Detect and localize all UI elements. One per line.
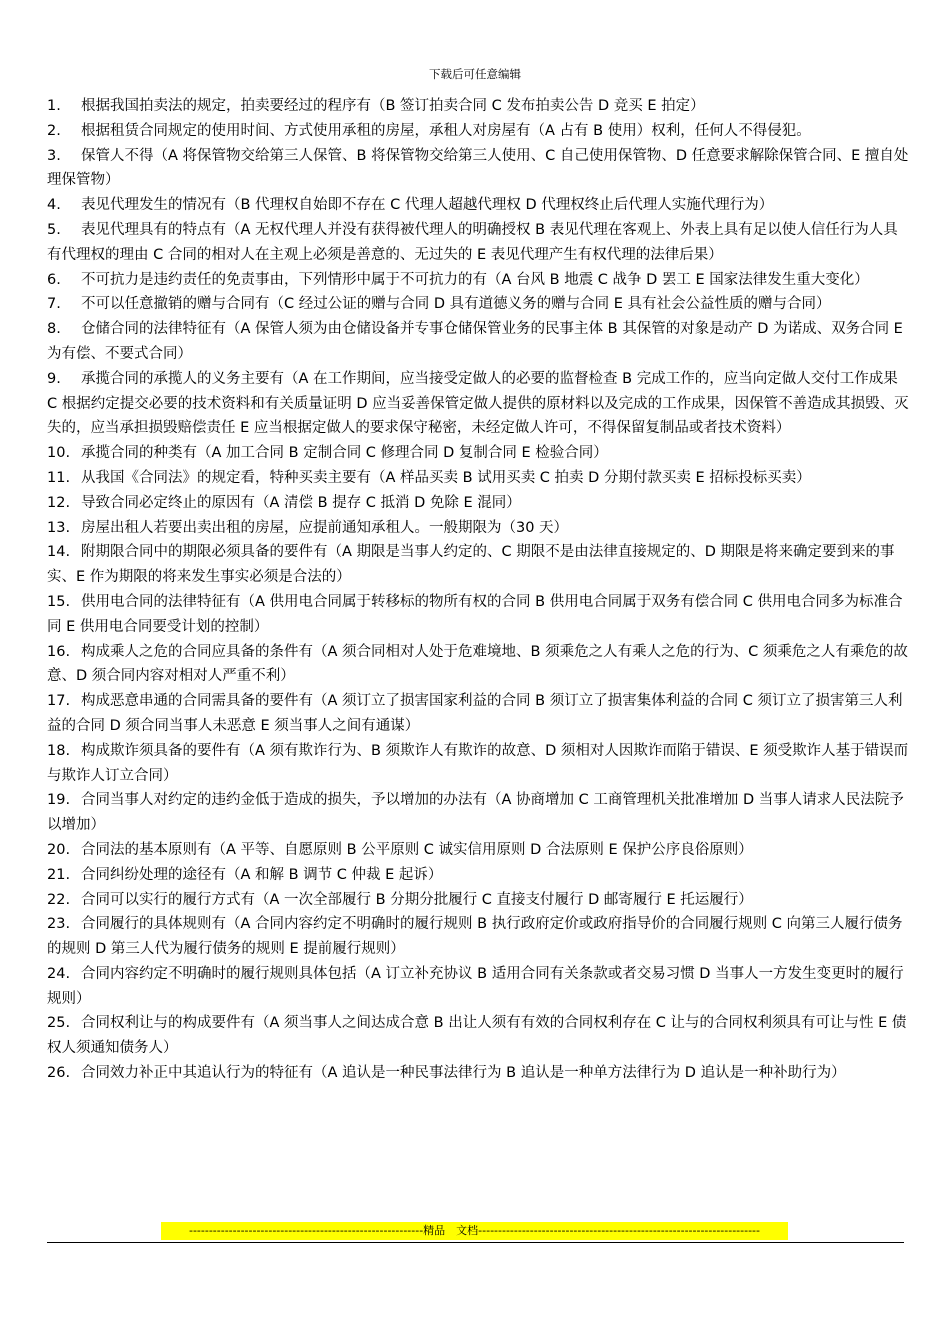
question-number: 22. xyxy=(47,891,71,908)
question-text: 合同内容约定不明确时的履行规则具体包括（A 订立补充协议 B 适用合同有关条款或者交易习惯 D 当事人一方发生变更时的履行规则） xyxy=(47,965,904,1007)
question-item xyxy=(47,689,909,739)
question-text: 根据我国拍卖法的规定，拍卖要经过的程序有（B 签订拍卖合同 C 发布拍卖公告 D 竞买 E 拍定） xyxy=(81,98,705,114)
question-text: 表见代理具有的特点有（A 无权代理人并没有获得被代理人的明确授权 B 表见代理在客观上、外表上具有足以使人信任行为人具有代理权的理由 C 合同的相对人在主观上必须是善意的、无过失的 E 表见代理产生有权代理的法律后果） xyxy=(47,221,898,263)
question-item xyxy=(47,292,909,317)
question-item xyxy=(47,94,909,119)
question-item xyxy=(47,962,909,1012)
question-number: 8. xyxy=(47,321,61,338)
question-item xyxy=(47,540,909,590)
question-number: 1. xyxy=(47,98,61,114)
question-number: 17. xyxy=(47,693,71,710)
question-number: 12. xyxy=(47,494,71,511)
question-item xyxy=(47,367,909,441)
question-number: 4. xyxy=(47,197,61,214)
question-number: 10. xyxy=(47,445,71,462)
question-text: 合同履行的具体规则有（A 合同内容约定不明确时的履行规则 B 执行政府定价或政府指导价的合同履行规则 C 向第三人履行债务的规则 D 第三人代为履行债务的规则 E 提前履行规则） xyxy=(47,916,903,958)
question-text: 构成乘人之危的合同应具备的条件有（A 须合同相对人处于危难境地、B 须乘危之人有乘人之危的行为、C 须乘危之人有乘危的故意、D 须合同内容对相对人严重不利） xyxy=(47,643,908,685)
question-number: 26. xyxy=(47,1065,71,1082)
question-item xyxy=(47,739,909,789)
question-item xyxy=(47,1061,909,1086)
question-text: 合同效力补正中其追认行为的特征有（A 追认是一种民事法律行为 B 追认是一种单方法律行为 D 追认是一种补助行为） xyxy=(81,1065,846,1082)
question-text: 房屋出租人若要出卖出租的房屋，应提前通知承租人。一般期限为（30 天） xyxy=(81,519,569,536)
question-number: 7. xyxy=(47,296,61,313)
question-number: 18. xyxy=(47,742,71,759)
question-number: 14. xyxy=(47,544,71,561)
footer-divider xyxy=(47,1242,904,1243)
question-text: 保管人不得（A 将保管物交给第三人保管、B 将保管物交给第三人使用、C 自己使用保管物、D 任意要求解除保管合同、E 擅自处理保管物） xyxy=(47,147,909,189)
question-number: 15. xyxy=(47,593,71,610)
question-number: 19. xyxy=(47,792,71,809)
question-text: 根据租赁合同规定的使用时间、方式使用承租的房屋，承租人对房屋有（A 占有 B 使用）权利，任何人不得侵犯。 xyxy=(81,122,811,139)
question-number: 16. xyxy=(47,643,71,660)
question-text: 从我国《合同法》的规定看，特种买卖主要有（A 样品买卖 B 试用买卖 C 拍卖 D 分期付款买卖 E 招标投标买卖） xyxy=(81,469,811,486)
question-item xyxy=(47,888,909,913)
question-number: 2. xyxy=(47,122,61,139)
question-item xyxy=(47,144,909,194)
question-text: 构成恶意串通的合同需具备的要件有（A 须订立了损害国家利益的合同 B 须订立了损害集体利益的合同 C 须订立了损害第三人利益的合同 D 须合同当事人未恶意 E 须当事人之间有通谋） xyxy=(47,693,903,734)
question-item xyxy=(47,912,909,962)
question-number: 3. xyxy=(47,147,61,164)
question-text: 仓储合同的法律特征有（A 保管人须为由仓储设备并专事仓储保管业务的民事主体 B 其保管的对象是动产 D 为诺成、双务合同 E 为有偿、不要式合同） xyxy=(47,321,903,362)
question-list xyxy=(47,94,909,1086)
question-number: 11. xyxy=(47,469,71,486)
question-item xyxy=(47,788,909,838)
footer-banner: -----------------------------------------------------------精品 文档----------------------------------------------------------------------- xyxy=(161,1222,788,1240)
question-number: 25. xyxy=(47,1015,71,1032)
page-header: 下载后可任意编辑 xyxy=(429,67,521,81)
question-text: 承揽合同的种类有（A 加工合同 B 定制合同 C 修理合同 D 复制合同 E 检验合同） xyxy=(81,445,608,462)
question-number: 13. xyxy=(47,519,71,536)
question-text: 合同可以实行的履行方式有（A 一次全部履行 B 分期分批履行 C 直接支付履行 D 邮寄履行 E 托运履行） xyxy=(81,891,753,908)
question-text: 不可抗力是违约责任的免责事由，下列情形中属于不可抗力的有（A 台风 B 地震 C 战争 D 罢工 E 国家法律发生重大变化） xyxy=(81,271,869,288)
question-text: 不可以任意撤销的赠与合同有（C 经过公证的赠与合同 D 具有道德义务的赠与合同 E 具有社会公益性质的赠与合同） xyxy=(81,296,831,313)
question-number: 21. xyxy=(47,866,71,883)
question-number: 9. xyxy=(47,370,61,387)
question-item xyxy=(47,1011,909,1061)
question-item xyxy=(47,193,909,218)
question-number: 24. xyxy=(47,965,71,982)
question-text: 合同权利让与的构成要件有（A 须当事人之间达成合意 B 出让人须有有效的合同权利存在 C 让与的合同权利须具有可让与性 E 债权人须通知债务人） xyxy=(47,1015,907,1057)
question-item xyxy=(47,590,909,640)
question-item xyxy=(47,317,909,367)
question-item xyxy=(47,119,909,144)
question-item xyxy=(47,466,909,491)
question-item xyxy=(47,863,909,888)
question-text: 导致合同必定终止的原因有（A 清偿 B 提存 C 抵消 D 免除 E 混同） xyxy=(81,494,521,511)
question-text: 表见代理发生的情况有（B 代理权自始即不存在 C 代理人超越代理权 D 代理权终止后代理人实施代理行为） xyxy=(81,197,774,214)
question-item xyxy=(47,218,909,268)
question-item xyxy=(47,838,909,863)
question-text: 合同当事人对约定的违约金低于造成的损失，予以增加的办法有（A 协商增加 C 工商管理机关批准增加 D 当事人请求人民法院予以增加） xyxy=(47,792,904,834)
question-item xyxy=(47,516,909,541)
question-text: 合同纠纷处理的途径有（A 和解 B 调节 C 仲裁 E 起诉） xyxy=(81,866,443,883)
question-text: 供用电合同的法律特征有（A 供用电合同属于转移标的物所有权的合同 B 供用电合同属于双务有偿合同 C 供用电合同多为标准合同 E 供用电合同要受计划的控制） xyxy=(47,593,903,635)
question-text: 附期限合同中的期限必须具备的要件有（A 期限是当事人约定的、C 期限不是由法律直接规定的、D 期限是将来确定要到来的事实、E 作为期限的将来发生事实必须是合法的） xyxy=(47,544,895,586)
question-text: 合同法的基本原则有（A 平等、自愿原则 B 公平原则 C 诚实信用原则 D 合法原则 E 保护公序良俗原则） xyxy=(81,841,753,858)
question-text: 承揽合同的承揽人的义务主要有（A 在工作期间，应当接受定做人的必要的监督检查 B 完成工作的，应当向定做人交付工作成果 C 根据约定提交必要的技术资料和有关质量证明 D 应当妥善保管定做人提供的原材料以及完成的工作成果，因保管不善造成其损毁、灭失的，应当承担损毁赔偿责任 E 应当根据定做人的要求保守秘密，未经定做人许可，不得保留复制品或者技术资料） xyxy=(47,370,909,437)
question-item xyxy=(47,268,909,293)
question-item xyxy=(47,441,909,466)
question-item xyxy=(47,491,909,516)
question-number: 5. xyxy=(47,221,61,238)
question-item xyxy=(47,640,909,690)
question-text: 构成欺诈须具备的要件有（A 须有欺诈行为、B 须欺诈人有欺诈的故意、D 须相对人因欺诈而陷于错误、E 须受欺诈人基于错误而与欺诈人订立合同） xyxy=(47,742,909,784)
question-number: 20. xyxy=(47,841,71,858)
question-number: 23. xyxy=(47,916,71,933)
question-number: 6. xyxy=(47,271,61,288)
